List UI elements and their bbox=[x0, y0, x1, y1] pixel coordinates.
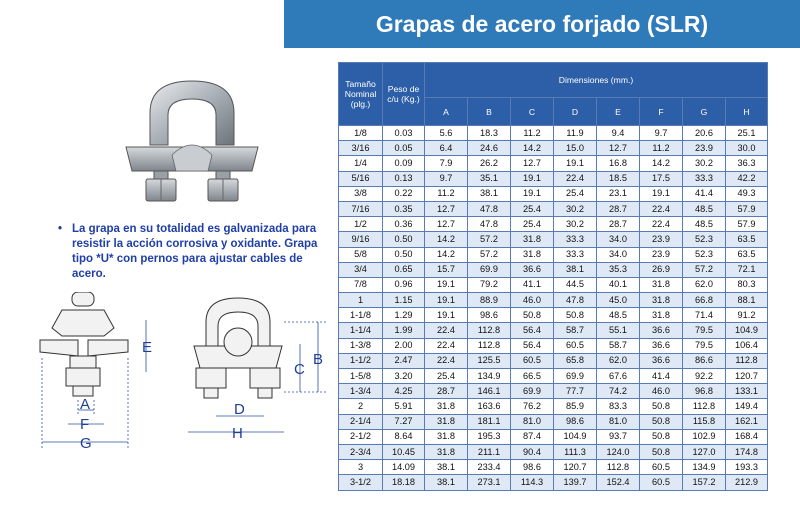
table-cell: 66.8 bbox=[683, 293, 726, 308]
table-cell: 52.3 bbox=[683, 232, 726, 247]
table-cell: 66.5 bbox=[511, 369, 554, 384]
table-row bbox=[339, 460, 768, 475]
table-row bbox=[339, 384, 768, 399]
table-cell: 168.4 bbox=[726, 429, 768, 444]
table-cell: 36.3 bbox=[726, 156, 768, 171]
table-cell: 7.27 bbox=[383, 414, 425, 429]
table-cell: 50.8 bbox=[640, 414, 683, 429]
table-cell: 193.3 bbox=[726, 460, 768, 475]
table-row bbox=[339, 186, 768, 201]
table-row bbox=[339, 126, 768, 141]
table-cell: 25.1 bbox=[726, 126, 768, 141]
table-cell: 22.4 bbox=[640, 201, 683, 216]
table-cell: 83.3 bbox=[597, 399, 640, 414]
table-cell: 50.8 bbox=[640, 444, 683, 459]
table-cell: 34.0 bbox=[597, 232, 640, 247]
table-cell: 31.8 bbox=[425, 399, 468, 414]
table-cell: 11.2 bbox=[425, 186, 468, 201]
table-cell: 63.5 bbox=[726, 247, 768, 262]
table-cell: 47.8 bbox=[468, 201, 511, 216]
table-cell: 112.8 bbox=[468, 338, 511, 353]
table-cell: 233.4 bbox=[468, 460, 511, 475]
dim-label-g: G bbox=[80, 435, 92, 452]
table-cell: 47.8 bbox=[468, 217, 511, 232]
table-row bbox=[339, 399, 768, 414]
table-cell: 60.5 bbox=[511, 353, 554, 368]
table-cell: 1.15 bbox=[383, 293, 425, 308]
table-cell: 134.9 bbox=[468, 369, 511, 384]
table-cell: 112.8 bbox=[683, 399, 726, 414]
table-cell: 5/16 bbox=[339, 171, 383, 186]
table-cell: 152.4 bbox=[597, 475, 640, 490]
table-cell: 25.4 bbox=[511, 217, 554, 232]
table-cell: 49.3 bbox=[726, 186, 768, 201]
table-cell: 72.1 bbox=[726, 262, 768, 277]
table-cell: 19.1 bbox=[511, 171, 554, 186]
table-cell: 163.6 bbox=[468, 399, 511, 414]
table-cell: 25.4 bbox=[425, 369, 468, 384]
dim-label-a: A bbox=[80, 396, 91, 413]
side-view bbox=[40, 292, 128, 396]
table-cell: 124.0 bbox=[597, 444, 640, 459]
table-cell: 60.5 bbox=[554, 338, 597, 353]
table-cell: 18.5 bbox=[597, 171, 640, 186]
table-cell: 55.1 bbox=[597, 323, 640, 338]
table-cell: 57.2 bbox=[683, 262, 726, 277]
table-cell: 40.1 bbox=[597, 277, 640, 292]
col-header-dim-f: F bbox=[640, 98, 683, 126]
table-cell: 1.99 bbox=[383, 323, 425, 338]
table-cell: 12.7 bbox=[425, 217, 468, 232]
table-cell: 50.8 bbox=[640, 429, 683, 444]
table-cell: 31.8 bbox=[425, 444, 468, 459]
table-cell: 3 bbox=[339, 460, 383, 475]
table-cell: 28.7 bbox=[425, 384, 468, 399]
col-header-dim-a: A bbox=[425, 98, 468, 126]
table-row bbox=[339, 353, 768, 368]
dim-label-b: B bbox=[313, 351, 324, 368]
table-cell: 38.1 bbox=[425, 475, 468, 490]
col-header-size: Tamaño Nominal (plg.) bbox=[339, 63, 383, 126]
table-cell: 3.20 bbox=[383, 369, 425, 384]
table-cell: 81.0 bbox=[511, 414, 554, 429]
table-cell: 69.9 bbox=[554, 369, 597, 384]
table-cell: 17.5 bbox=[640, 171, 683, 186]
table-cell: 30.2 bbox=[554, 201, 597, 216]
table-cell: 212.9 bbox=[726, 475, 768, 490]
col-header-dim-b: B bbox=[468, 98, 511, 126]
table-cell: 38.1 bbox=[468, 186, 511, 201]
table-cell: 41.4 bbox=[640, 369, 683, 384]
table-cell: 98.6 bbox=[511, 460, 554, 475]
table-cell: 86.6 bbox=[683, 353, 726, 368]
table-cell: 19.1 bbox=[640, 186, 683, 201]
page-title: Grapas de acero forjado (SLR) bbox=[284, 0, 800, 48]
front-view bbox=[194, 298, 282, 398]
table-cell: 11.9 bbox=[554, 126, 597, 141]
table-cell: 30.2 bbox=[554, 217, 597, 232]
table-cell: 112.8 bbox=[726, 353, 768, 368]
table-cell: 31.8 bbox=[640, 293, 683, 308]
table-cell: 67.6 bbox=[597, 369, 640, 384]
table-cell: 11.2 bbox=[640, 141, 683, 156]
table-row bbox=[339, 429, 768, 444]
table-cell: 16.8 bbox=[597, 156, 640, 171]
dim-label-h: H bbox=[232, 425, 243, 442]
table-cell: 0.09 bbox=[383, 156, 425, 171]
table-cell: 1-1/4 bbox=[339, 323, 383, 338]
table-cell: 14.2 bbox=[425, 232, 468, 247]
table-row bbox=[339, 475, 768, 490]
table-cell: 14.09 bbox=[383, 460, 425, 475]
table-cell: 25.4 bbox=[511, 201, 554, 216]
col-header-dim-h: H bbox=[726, 98, 768, 126]
table-cell: 2-1/2 bbox=[339, 429, 383, 444]
table-row bbox=[339, 262, 768, 277]
table-cell: 211.1 bbox=[468, 444, 511, 459]
table-cell: 36.6 bbox=[511, 262, 554, 277]
table-row bbox=[339, 277, 768, 292]
table-cell: 133.1 bbox=[726, 384, 768, 399]
table-cell: 60.5 bbox=[640, 460, 683, 475]
table-cell: 57.9 bbox=[726, 217, 768, 232]
table-cell: 48.5 bbox=[683, 217, 726, 232]
table-cell: 26.2 bbox=[468, 156, 511, 171]
dim-label-e: E bbox=[142, 339, 153, 356]
wire-rope-clip-photo bbox=[112, 75, 272, 210]
table-cell: 31.8 bbox=[425, 429, 468, 444]
table-cell: 19.1 bbox=[425, 293, 468, 308]
table-cell: 2 bbox=[339, 399, 383, 414]
table-cell: 181.1 bbox=[468, 414, 511, 429]
table-cell: 9.4 bbox=[597, 126, 640, 141]
table-cell: 134.9 bbox=[683, 460, 726, 475]
table-cell: 91.2 bbox=[726, 308, 768, 323]
table-cell: 174.8 bbox=[726, 444, 768, 459]
table-cell: 19.1 bbox=[554, 156, 597, 171]
table-cell: 104.9 bbox=[554, 429, 597, 444]
table-cell: 81.0 bbox=[597, 414, 640, 429]
table-cell: 41.4 bbox=[683, 186, 726, 201]
table-cell: 98.6 bbox=[468, 308, 511, 323]
table-cell: 1-3/4 bbox=[339, 384, 383, 399]
table-cell: 7/8 bbox=[339, 277, 383, 292]
table-cell: 69.9 bbox=[511, 384, 554, 399]
dim-label-f: F bbox=[80, 416, 90, 433]
table-row bbox=[339, 201, 768, 216]
table-cell: 5/8 bbox=[339, 247, 383, 262]
table-cell: 23.1 bbox=[597, 186, 640, 201]
table-cell: 0.35 bbox=[383, 201, 425, 216]
table-cell: 36.6 bbox=[640, 323, 683, 338]
table-cell: 111.3 bbox=[554, 444, 597, 459]
table-cell: 3/4 bbox=[339, 262, 383, 277]
table-cell: 42.2 bbox=[726, 171, 768, 186]
table-cell: 22.4 bbox=[640, 217, 683, 232]
table-cell: 38.1 bbox=[554, 262, 597, 277]
table-cell: 79.5 bbox=[683, 323, 726, 338]
table-cell: 9.7 bbox=[640, 126, 683, 141]
table-cell: 30.0 bbox=[726, 141, 768, 156]
table-cell: 6.4 bbox=[425, 141, 468, 156]
table-cell: 92.2 bbox=[683, 369, 726, 384]
table-cell: 0.05 bbox=[383, 141, 425, 156]
table-cell: 90.4 bbox=[511, 444, 554, 459]
table-cell: 25.4 bbox=[554, 186, 597, 201]
table-cell: 98.6 bbox=[554, 414, 597, 429]
table-cell: 4.25 bbox=[383, 384, 425, 399]
table-cell: 28.7 bbox=[597, 201, 640, 216]
table-cell: 48.5 bbox=[597, 308, 640, 323]
table-cell: 93.7 bbox=[597, 429, 640, 444]
table-cell: 114.3 bbox=[511, 475, 554, 490]
table-cell: 26.9 bbox=[640, 262, 683, 277]
table-cell: 85.9 bbox=[554, 399, 597, 414]
table-cell: 5.6 bbox=[425, 126, 468, 141]
table-cell: 115.8 bbox=[683, 414, 726, 429]
table-row bbox=[339, 338, 768, 353]
table-cell: 1/2 bbox=[339, 217, 383, 232]
table-cell: 58.7 bbox=[554, 323, 597, 338]
table-row bbox=[339, 156, 768, 171]
table-cell: 0.50 bbox=[383, 247, 425, 262]
table-cell: 102.9 bbox=[683, 429, 726, 444]
table-cell: 11.2 bbox=[511, 126, 554, 141]
table-cell: 87.4 bbox=[511, 429, 554, 444]
table-cell: 31.8 bbox=[640, 308, 683, 323]
table-cell: 3/8 bbox=[339, 186, 383, 201]
table-cell: 12.7 bbox=[597, 141, 640, 156]
table-cell: 62.0 bbox=[597, 353, 640, 368]
table-cell: 12.7 bbox=[425, 201, 468, 216]
table-cell: 63.5 bbox=[726, 232, 768, 247]
col-header-dim-g: G bbox=[683, 98, 726, 126]
table-cell: 9/16 bbox=[339, 232, 383, 247]
table-cell: 46.0 bbox=[640, 384, 683, 399]
table-cell: 33.3 bbox=[554, 247, 597, 262]
table-cell: 77.7 bbox=[554, 384, 597, 399]
table-cell: 1 bbox=[339, 293, 383, 308]
table-cell: 120.7 bbox=[726, 369, 768, 384]
table-cell: 48.5 bbox=[683, 201, 726, 216]
table-cell: 127.0 bbox=[683, 444, 726, 459]
table-cell: 35.1 bbox=[468, 171, 511, 186]
table-cell: 23.9 bbox=[640, 232, 683, 247]
table-cell: 2.00 bbox=[383, 338, 425, 353]
table-cell: 0.03 bbox=[383, 126, 425, 141]
table-cell: 157.2 bbox=[683, 475, 726, 490]
table-cell: 149.4 bbox=[726, 399, 768, 414]
specifications-table bbox=[338, 62, 768, 491]
table-cell: 23.9 bbox=[640, 247, 683, 262]
table-row bbox=[339, 369, 768, 384]
table-cell: 31.8 bbox=[425, 414, 468, 429]
table-cell: 1/8 bbox=[339, 126, 383, 141]
bullet-icon: • bbox=[58, 223, 63, 235]
table-row bbox=[339, 444, 768, 459]
table-cell: 7/16 bbox=[339, 201, 383, 216]
table-cell: 14.2 bbox=[425, 247, 468, 262]
table-cell: 120.7 bbox=[554, 460, 597, 475]
table-cell: 50.8 bbox=[554, 308, 597, 323]
table-cell: 0.65 bbox=[383, 262, 425, 277]
table-cell: 50.8 bbox=[640, 399, 683, 414]
table-cell: 96.8 bbox=[683, 384, 726, 399]
table-cell: 22.4 bbox=[425, 338, 468, 353]
table-row bbox=[339, 217, 768, 232]
table-cell: 46.0 bbox=[511, 293, 554, 308]
table-cell: 19.1 bbox=[511, 186, 554, 201]
col-header-dim-d: D bbox=[554, 98, 597, 126]
table-cell: 44.5 bbox=[554, 277, 597, 292]
table-cell: 23.9 bbox=[683, 141, 726, 156]
table-cell: 60.5 bbox=[640, 475, 683, 490]
table-cell: 5.91 bbox=[383, 399, 425, 414]
table-cell: 2-1/4 bbox=[339, 414, 383, 429]
table-cell: 80.3 bbox=[726, 277, 768, 292]
table-cell: 28.7 bbox=[597, 217, 640, 232]
table-cell: 112.8 bbox=[468, 323, 511, 338]
table-cell: 139.7 bbox=[554, 475, 597, 490]
table-cell: 50.8 bbox=[511, 308, 554, 323]
table-cell: 273.1 bbox=[468, 475, 511, 490]
table-cell: 146.1 bbox=[468, 384, 511, 399]
table-cell: 79.5 bbox=[683, 338, 726, 353]
table-cell: 34.0 bbox=[597, 247, 640, 262]
table-cell: 58.7 bbox=[597, 338, 640, 353]
table-cell: 0.96 bbox=[383, 277, 425, 292]
table-cell: 1-3/8 bbox=[339, 338, 383, 353]
table-cell: 19.1 bbox=[425, 308, 468, 323]
table-cell: 47.8 bbox=[554, 293, 597, 308]
table-cell: 7.9 bbox=[425, 156, 468, 171]
table-cell: 69.9 bbox=[468, 262, 511, 277]
table-cell: 18.18 bbox=[383, 475, 425, 490]
table-cell: 1-1/8 bbox=[339, 308, 383, 323]
table-cell: 3/16 bbox=[339, 141, 383, 156]
table-cell: 0.36 bbox=[383, 217, 425, 232]
table-cell: 22.4 bbox=[554, 171, 597, 186]
table-cell: 20.6 bbox=[683, 126, 726, 141]
table-cell: 57.2 bbox=[468, 247, 511, 262]
table-cell: 125.5 bbox=[468, 353, 511, 368]
table-cell: 1.29 bbox=[383, 308, 425, 323]
table-cell: 22.4 bbox=[425, 353, 468, 368]
table-cell: 1/4 bbox=[339, 156, 383, 171]
table-cell: 0.22 bbox=[383, 186, 425, 201]
table-cell: 1-5/8 bbox=[339, 369, 383, 384]
table-cell: 57.9 bbox=[726, 201, 768, 216]
table-cell: 1-1/2 bbox=[339, 353, 383, 368]
col-header-weight: Peso de c/u (Kg.) bbox=[383, 63, 425, 126]
table-cell: 106.4 bbox=[726, 338, 768, 353]
table-cell: 33.3 bbox=[683, 171, 726, 186]
table-row bbox=[339, 308, 768, 323]
table-cell: 57.2 bbox=[468, 232, 511, 247]
table-cell: 112.8 bbox=[597, 460, 640, 475]
table-cell: 30.2 bbox=[683, 156, 726, 171]
table-cell: 10.45 bbox=[383, 444, 425, 459]
table-cell: 14.2 bbox=[511, 141, 554, 156]
table-cell: 31.8 bbox=[640, 277, 683, 292]
table-cell: 22.4 bbox=[425, 323, 468, 338]
table-cell: 56.4 bbox=[511, 323, 554, 338]
table-cell: 0.50 bbox=[383, 232, 425, 247]
table-cell: 15.7 bbox=[425, 262, 468, 277]
table-cell: 36.6 bbox=[640, 353, 683, 368]
table-cell: 45.0 bbox=[597, 293, 640, 308]
table-cell: 74.2 bbox=[597, 384, 640, 399]
table-row bbox=[339, 247, 768, 262]
col-header-dimensions: Dimensiones (mm.) bbox=[425, 63, 768, 98]
dim-label-c: C bbox=[294, 361, 305, 378]
table-row bbox=[339, 323, 768, 338]
table-cell: 62.0 bbox=[683, 277, 726, 292]
table-cell: 35.3 bbox=[597, 262, 640, 277]
table-cell: 104.9 bbox=[726, 323, 768, 338]
table-cell: 56.4 bbox=[511, 338, 554, 353]
table-cell: 31.8 bbox=[511, 247, 554, 262]
table-cell: 8.64 bbox=[383, 429, 425, 444]
table-cell: 52.3 bbox=[683, 247, 726, 262]
table-cell: 38.1 bbox=[425, 460, 468, 475]
table-cell: 9.7 bbox=[425, 171, 468, 186]
col-header-dim-e: E bbox=[597, 98, 640, 126]
table-cell: 19.1 bbox=[425, 277, 468, 292]
table-row bbox=[339, 141, 768, 156]
dim-label-d: D bbox=[234, 401, 245, 418]
table-cell: 71.4 bbox=[683, 308, 726, 323]
table-row bbox=[339, 414, 768, 429]
table-cell: 24.6 bbox=[468, 141, 511, 156]
table-cell: 2-3/4 bbox=[339, 444, 383, 459]
dimension-diagram bbox=[38, 292, 334, 452]
table-cell: 36.6 bbox=[640, 338, 683, 353]
table-cell: 195.3 bbox=[468, 429, 511, 444]
table-cell: 2.47 bbox=[383, 353, 425, 368]
table-row bbox=[339, 232, 768, 247]
description-text: La grapa en su totalidad es galvanizada para resistir la acción corrosiva y oxidante. Grapa tipo *U* con pernos para ajustar cables de acero. bbox=[72, 223, 318, 280]
table-cell: 79.2 bbox=[468, 277, 511, 292]
table-cell: 14.2 bbox=[640, 156, 683, 171]
table-cell: 15.0 bbox=[554, 141, 597, 156]
table-cell: 33.3 bbox=[554, 232, 597, 247]
table-cell: 18.3 bbox=[468, 126, 511, 141]
table-cell: 31.8 bbox=[511, 232, 554, 247]
table-cell: 12.7 bbox=[511, 156, 554, 171]
table-row bbox=[339, 293, 768, 308]
table-cell: 65.8 bbox=[554, 353, 597, 368]
table-cell: 162.1 bbox=[726, 414, 768, 429]
table-cell: 76.2 bbox=[511, 399, 554, 414]
table-row bbox=[339, 171, 768, 186]
table-cell: 41.1 bbox=[511, 277, 554, 292]
table-cell: 88.9 bbox=[468, 293, 511, 308]
table-cell: 88.1 bbox=[726, 293, 768, 308]
table-cell: 0.13 bbox=[383, 171, 425, 186]
table-cell: 3-1/2 bbox=[339, 475, 383, 490]
col-header-dim-c: C bbox=[511, 98, 554, 126]
